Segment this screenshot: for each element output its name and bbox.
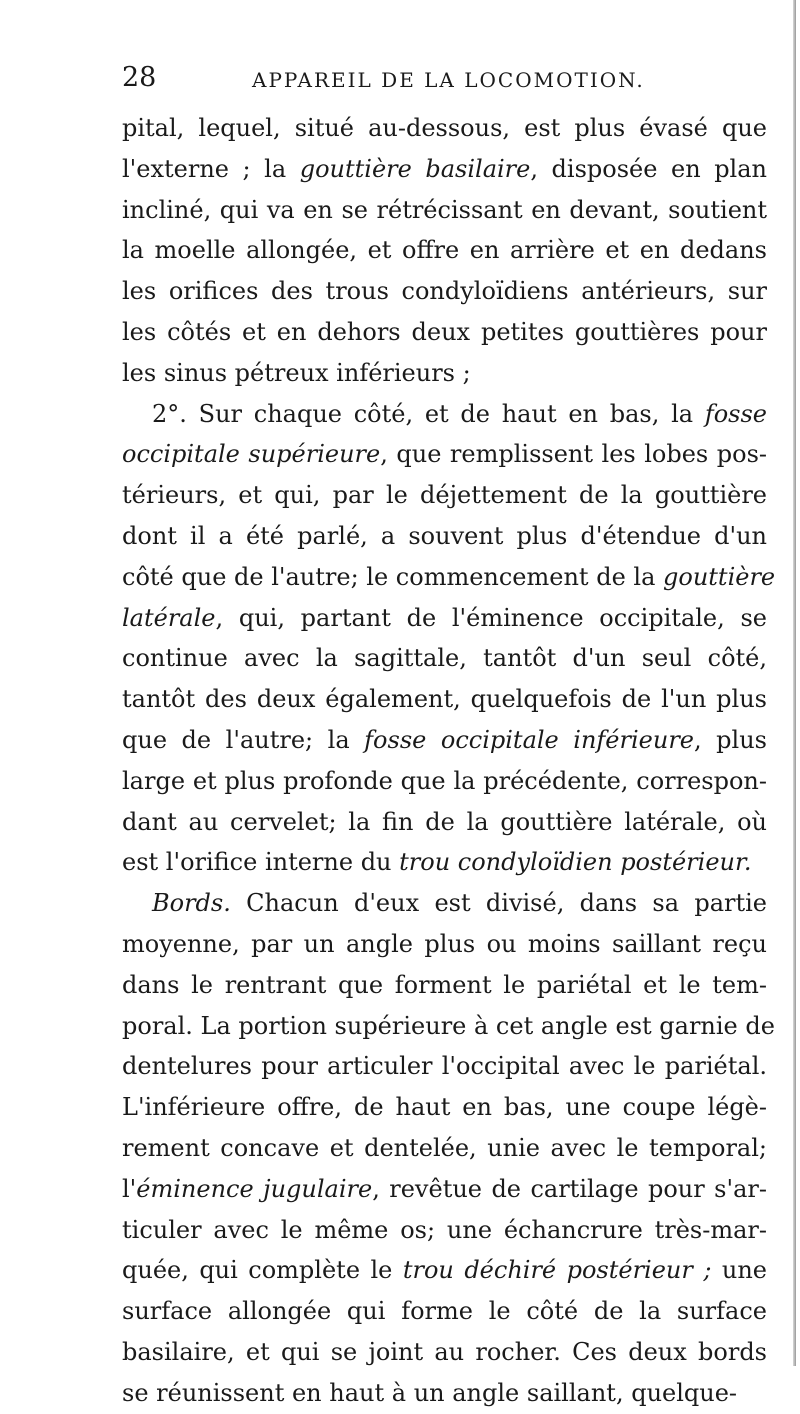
text-segment: poral. La portion supérieure à cet angle est garnie de — [122, 1011, 775, 1040]
text-line — [122, 394, 767, 435]
text-segment: large et plus profonde que la précédente, correspon- — [122, 766, 767, 795]
text-line — [122, 557, 776, 598]
page-edge-shadow — [793, 0, 796, 1366]
text-segment: 2°. Sur chaque côté, et de haut en bas, la — [152, 399, 705, 428]
text-line — [122, 802, 767, 843]
italic-text: gouttière — [663, 562, 776, 591]
text-line — [122, 434, 767, 475]
text-line — [122, 271, 767, 312]
text-segment: , revêtue de cartilage pour s'ar- — [372, 1174, 767, 1203]
text-line — [122, 965, 767, 1006]
text-line — [122, 1087, 767, 1128]
text-line — [122, 679, 767, 720]
text-segment: surface allongée qui forme le côté de la surface — [122, 1297, 767, 1326]
italic-text: occipitale supérieure — [122, 440, 381, 469]
text-segment: térieurs, et qui, par le déjettement de la gouttière — [122, 481, 767, 510]
text-segment: l' — [122, 1174, 137, 1203]
text-segment: une — [711, 1256, 767, 1285]
text-line — [122, 761, 767, 802]
text-line — [122, 1373, 767, 1414]
text-segment: les sinus pétreux inférieurs ; — [122, 358, 471, 387]
text-segment: , disposée en plan — [530, 154, 767, 183]
text-segment: dant au cervelet; la fin de la gouttière latérale, où — [122, 807, 767, 836]
text-line — [122, 1006, 775, 1047]
text-segment: Chacun d'eux est divisé, dans sa partie — [230, 889, 767, 918]
text-line — [122, 1291, 767, 1332]
text-segment: quée, qui complète le — [122, 1256, 403, 1285]
italic-text: fosse — [704, 399, 767, 428]
text-line — [122, 598, 767, 639]
text-segment: L'inférieure offre, de haut en bas, une coupe légè- — [122, 1093, 767, 1122]
italic-text: trou déchiré postérieur ; — [402, 1256, 712, 1285]
text-line — [122, 924, 767, 965]
text-segment: continue avec la sagittale, tantôt d'un seul côté, — [122, 644, 767, 673]
text-segment: l'externe ; la — [122, 154, 300, 183]
text-line — [122, 720, 767, 761]
body-text — [122, 108, 776, 1414]
text-line — [122, 1250, 767, 1291]
text-line — [122, 842, 767, 883]
italic-text: Bords. — [152, 889, 231, 918]
text-line — [122, 883, 767, 924]
text-segment: se réunissent en haut à un angle saillant, quelque- — [122, 1378, 738, 1407]
text-line — [122, 1128, 767, 1169]
italic-text: trou condyloïdien postérieur. — [399, 848, 752, 877]
text-line — [122, 190, 767, 231]
text-segment: dont il a été parlé, a souvent plus d'étendue d'un — [122, 521, 767, 550]
text-line — [122, 149, 767, 190]
text-segment: la moelle allongée, et offre en arrière et en dedans — [122, 236, 767, 265]
text-segment: est l'orifice interne du — [122, 848, 400, 877]
text-line — [122, 1210, 767, 1251]
text-line — [122, 1169, 767, 1210]
text-segment: que de l'autre; la — [122, 725, 365, 754]
text-segment: rement concave et dentelée, unie avec le temporal; — [122, 1133, 767, 1162]
italic-text: gouttière basilaire — [299, 154, 531, 183]
text-segment: , que remplissent les lobes pos- — [380, 440, 767, 469]
running-title: APPAREIL DE LA LOCOMOTION. — [252, 68, 645, 92]
text-line — [122, 516, 767, 557]
text-line — [122, 1332, 767, 1373]
text-segment: les orifices des trous condyloïdiens antérieurs, sur — [122, 277, 767, 306]
text-line — [122, 475, 767, 516]
italic-text: latérale — [122, 603, 216, 632]
text-segment: tantôt des deux également, quelquefois de l'un plus — [122, 685, 767, 714]
text-segment: ticuler avec le même os; une échancrure très-mar- — [122, 1215, 767, 1244]
text-segment: les côtés et en dehors deux petites gouttières pour — [122, 317, 767, 346]
text-segment: moyenne, par un angle plus ou moins saillant reçu — [122, 929, 767, 958]
page-number: 28 — [122, 62, 157, 93]
italic-text: éminence jugulaire — [136, 1174, 373, 1203]
text-line — [122, 1046, 767, 1087]
text-line — [122, 230, 767, 271]
italic-text: fosse occipitale inférieure — [364, 725, 694, 754]
text-segment: basilaire, et qui se joint au rocher. Ces deux bords — [122, 1337, 767, 1366]
text-line — [122, 638, 767, 679]
text-segment: incliné, qui va en se rétrécissant en devant, soutient — [122, 195, 767, 224]
text-segment: côté que de l'autre; le commencement de la — [122, 562, 664, 591]
text-segment: , qui, partant de l'éminence occipitale, se — [215, 603, 767, 632]
text-line — [122, 108, 767, 149]
text-segment: pital, lequel, situé au-dessous, est plus évasé que — [122, 114, 767, 142]
text-line — [122, 312, 767, 353]
running-header — [122, 58, 762, 98]
text-segment: dans le rentrant que forment le pariétal et le tem- — [122, 970, 767, 999]
text-segment: dentelures pour articuler l'occipital avec le pariétal. — [122, 1052, 767, 1081]
text-line — [122, 353, 767, 394]
text-segment: , plus — [694, 725, 767, 754]
